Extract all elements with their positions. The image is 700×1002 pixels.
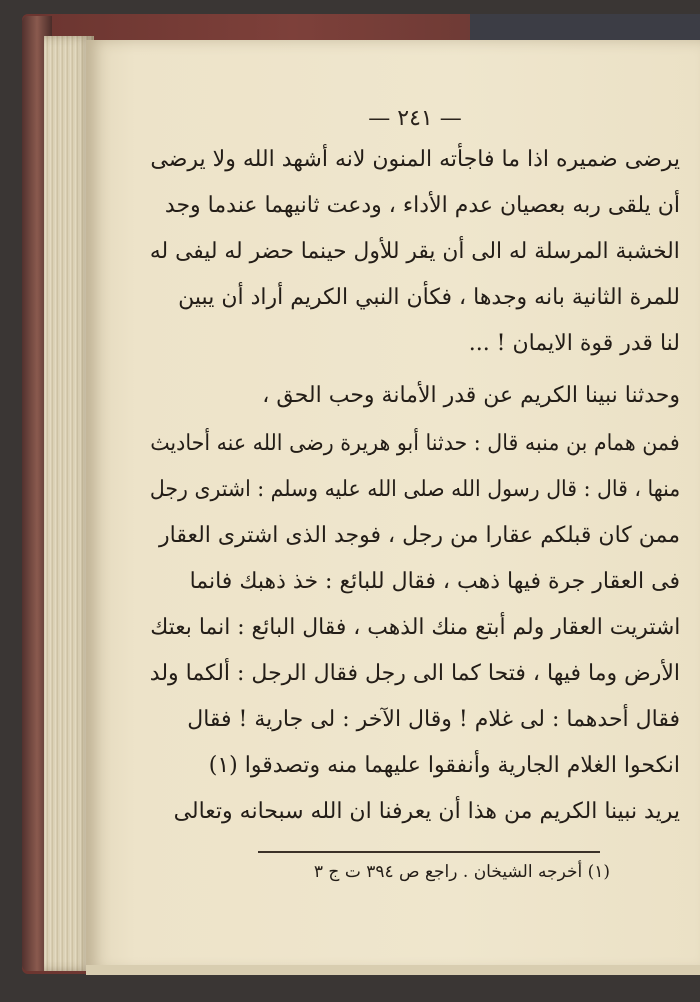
text-line: الأرض وما فيها ، فتحا كما الى رجل فقال الرجل : ألكما ولد bbox=[149, 661, 680, 686]
text-line: انكحوا الغلام الجارية وأنفقوا عليهما منه وتصدقوا (١) bbox=[208, 753, 680, 778]
text-line: فى العقار جرة فيها ذهب ، فقال للبائع : خذ ذهبك فانما bbox=[189, 569, 680, 594]
text-line: فقال أحدهما : لى غلام ! وقال الآخر : لى جارية ! فقال bbox=[187, 707, 680, 732]
book-cover-cloth bbox=[470, 14, 700, 42]
footnote: (١) أخرجه الشيخان . راجع ص ٣٩٤ ت ج ٣ bbox=[313, 862, 610, 882]
page-number: — ٢٤١ — bbox=[368, 106, 462, 131]
text-line: ممن كان قبلكم عقارا من رجل ، فوجد الذى اشترى العقار bbox=[159, 523, 680, 548]
text-line: للمرة الثانية بانه وجدها ، فكأن النبي الكريم أراد أن يبين bbox=[178, 285, 680, 310]
text-line: وحدثنا نبينا الكريم عن قدر الأمانة وحب الحق ، bbox=[262, 383, 680, 408]
text-line: لنا قدر قوة الايمان ! ... bbox=[468, 331, 680, 356]
footnote-divider bbox=[258, 851, 600, 853]
text-line: اشتريت العقار ولم أبتع منك الذهب ، فقال البائع : انما بعتك bbox=[149, 615, 680, 640]
text-line: فمن همام بن منبه قال : حدثنا أبو هريرة رضى الله عنه أحاديث bbox=[150, 431, 680, 456]
text-line: يرضى ضميره اذا ما فاجأته المنون لانه أشهد الله ولا يرضى bbox=[150, 147, 680, 172]
text-line: الخشبة المرسلة له الى أن يقر للأول حينما حضر له ليفى له bbox=[150, 239, 680, 264]
page-bottom-edge bbox=[86, 965, 700, 975]
text-line: يريد نبينا الكريم من هذا أن يعرفنا ان الله سبحانه وتعالى bbox=[173, 799, 680, 824]
text-line: أن يلقى ربه بعصيان عدم الأداء ، ودعت ثانيهما عندما وجد bbox=[164, 193, 680, 218]
text-line: منها ، قال : قال رسول الله صلى الله عليه وسلم : اشترى رجل bbox=[149, 477, 680, 502]
